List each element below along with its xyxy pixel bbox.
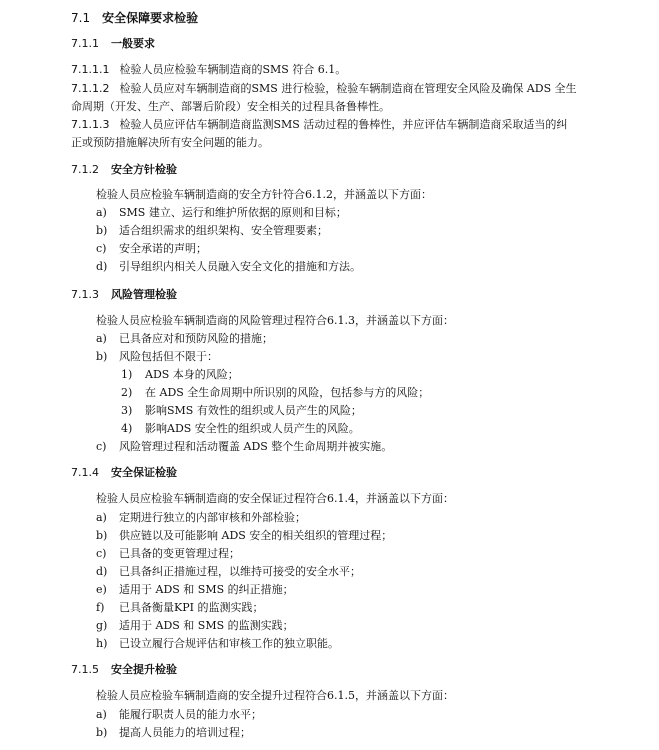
section-number: 7.1.1 xyxy=(71,37,99,50)
list-item xyxy=(96,206,347,220)
section-7-1-5-intro: 检验人员应检验车辆制造商的安全提升过程符合6.1.5，并涵盖以下方面： xyxy=(96,689,454,702)
list-text: SMS 建立、运行和维护所依据的原则和目标； xyxy=(119,206,347,219)
list-label: d) xyxy=(96,260,108,273)
clause-number: 7.1.1.1 xyxy=(71,63,110,76)
list-text: 适用于 ADS 和 SMS 的监测实践； xyxy=(119,619,294,632)
list-label: a) xyxy=(96,708,107,721)
clause-text: 检验人员应评估车辆制造商监测SMS 活动过程的鲁棒性，并应评估车辆制造商采取适当的纠 xyxy=(119,118,568,131)
section-title: 风险管理检验 xyxy=(111,288,177,301)
list-label: b) xyxy=(96,350,108,363)
list-text: 供应链以及可能影响 ADS 安全的相关组织的管理过程； xyxy=(119,529,393,542)
list-item xyxy=(96,224,328,238)
list-text: 已具备的变更管理过程； xyxy=(119,547,240,560)
sub-list-label: 1) xyxy=(121,368,133,381)
clause-text: 检验人员应检验车辆制造商的SMS 符合 6.1。 xyxy=(119,63,347,76)
list-label: a) xyxy=(96,332,107,345)
list-label: c) xyxy=(96,242,107,255)
section-title: 安全方针检验 xyxy=(111,163,177,176)
sub-list-label: 4) xyxy=(121,422,133,435)
clause-number: 7.1.1.3 xyxy=(71,118,110,131)
section-title: 安全保障要求检验 xyxy=(102,11,199,25)
list-label: b) xyxy=(96,224,108,237)
sub-list-item xyxy=(121,386,429,400)
section-title: 安全保证检验 xyxy=(111,466,177,479)
list-text: 安全承诺的声明； xyxy=(119,242,207,255)
list-label: g) xyxy=(96,619,108,632)
list-item xyxy=(96,565,361,579)
section-7-1-3-heading xyxy=(71,288,177,302)
section-7-1-heading xyxy=(71,11,198,25)
list-label: a) xyxy=(96,206,107,219)
sub-list-text: 影响ADS 安全性的组织或人员产生的风险。 xyxy=(145,422,360,435)
list-label: c) xyxy=(96,440,107,453)
sub-list-text: 影响SMS 有效性的组织或人员产生的风险； xyxy=(145,404,362,417)
list-item xyxy=(96,726,251,740)
list-text: 定期进行独立的内部审核和外部检验； xyxy=(119,511,306,524)
list-label: b) xyxy=(96,529,108,542)
list-text: 能履行职责人员的能力水平； xyxy=(119,708,262,721)
section-number: 7.1.4 xyxy=(71,466,99,479)
list-item xyxy=(96,547,240,561)
list-label: b) xyxy=(96,726,108,739)
list-text: 引导组织内相关人员融入安全文化的措施和方法。 xyxy=(119,260,361,273)
clause-7-1-1-1 xyxy=(71,63,346,77)
list-label: c) xyxy=(96,547,107,560)
list-item xyxy=(96,601,263,615)
list-item xyxy=(96,332,273,346)
list-label: f) xyxy=(96,601,105,614)
clause-number: 7.1.1.2 xyxy=(71,82,110,95)
list-item xyxy=(96,583,294,597)
sub-list-label: 3) xyxy=(121,404,133,417)
section-7-1-5-heading xyxy=(71,663,177,677)
section-number: 7.1.2 xyxy=(71,163,99,176)
sub-list-item xyxy=(121,404,362,418)
list-text: 风险管理过程和活动覆盖 ADS 整个生命周期并被实施。 xyxy=(119,440,393,453)
clause-7-1-1-3-continuation: 正或预防措施解决所有安全问题的能力。 xyxy=(71,136,269,149)
list-label: e) xyxy=(96,583,107,596)
section-title: 一般要求 xyxy=(111,37,155,50)
list-item xyxy=(96,242,207,256)
section-7-1-3-intro: 检验人员应检验车辆制造商的风险管理过程符合6.1.3，并涵盖以下方面： xyxy=(96,314,454,327)
clause-text: 检验人员应对车辆制造商的SMS 进行检验，检验车辆制造商在管理安全风险及确保 ADS 全生 xyxy=(119,82,577,95)
list-item xyxy=(96,529,392,543)
list-text: 提高人员能力的培训过程； xyxy=(119,726,251,739)
section-7-1-2-intro: 检验人员应检验车辆制造商的安全方针符合6.1.2，并涵盖以下方面： xyxy=(96,188,432,201)
list-item xyxy=(96,511,306,525)
clause-7-1-1-2 xyxy=(71,82,577,96)
list-text: 已设立履行合规评估和审核工作的独立职能。 xyxy=(119,637,339,650)
section-7-1-4-heading xyxy=(71,466,177,480)
list-item xyxy=(96,440,392,454)
sub-list-text: ADS 本身的风险； xyxy=(145,368,239,381)
list-item xyxy=(96,619,294,633)
list-item xyxy=(96,708,262,722)
sub-list-item xyxy=(121,422,360,436)
sub-list-text: 在 ADS 全生命周期中所识别的风险，包括参与方的风险； xyxy=(145,386,430,399)
list-label: a) xyxy=(96,511,107,524)
section-7-1-1-heading xyxy=(71,37,155,51)
section-7-1-2-heading xyxy=(71,163,177,177)
clause-7-1-1-3 xyxy=(71,118,567,132)
section-number: 7.1 xyxy=(71,11,91,25)
list-text: 已具备应对和预防风险的措施； xyxy=(119,332,273,345)
list-item xyxy=(96,260,361,274)
sub-list-item xyxy=(121,368,239,382)
sub-list-label: 2) xyxy=(121,386,133,399)
list-text: 适合组织需求的组织架构、安全管理要素； xyxy=(119,224,328,237)
clause-7-1-1-2-continuation: 命周期（开发、生产、部署后阶段）安全相关的过程具备鲁棒性。 xyxy=(71,100,390,113)
section-number: 7.1.3 xyxy=(71,288,99,301)
list-item xyxy=(96,350,218,364)
section-7-1-4-intro: 检验人员应检验车辆制造商的安全保证过程符合6.1.4，并涵盖以下方面： xyxy=(96,492,454,505)
list-text: 已具备纠正措施过程，以维持可接受的安全水平； xyxy=(119,565,361,578)
section-number: 7.1.5 xyxy=(71,663,99,676)
list-item xyxy=(96,637,339,651)
list-text: 适用于 ADS 和 SMS 的纠正措施； xyxy=(119,583,294,596)
list-label: d) xyxy=(96,565,108,578)
list-label: h) xyxy=(96,637,108,650)
section-title: 安全提升检验 xyxy=(111,663,177,676)
list-text: 已具备衡量KPI 的监测实践； xyxy=(119,601,264,614)
list-text: 风险包括但不限于： xyxy=(119,350,218,363)
